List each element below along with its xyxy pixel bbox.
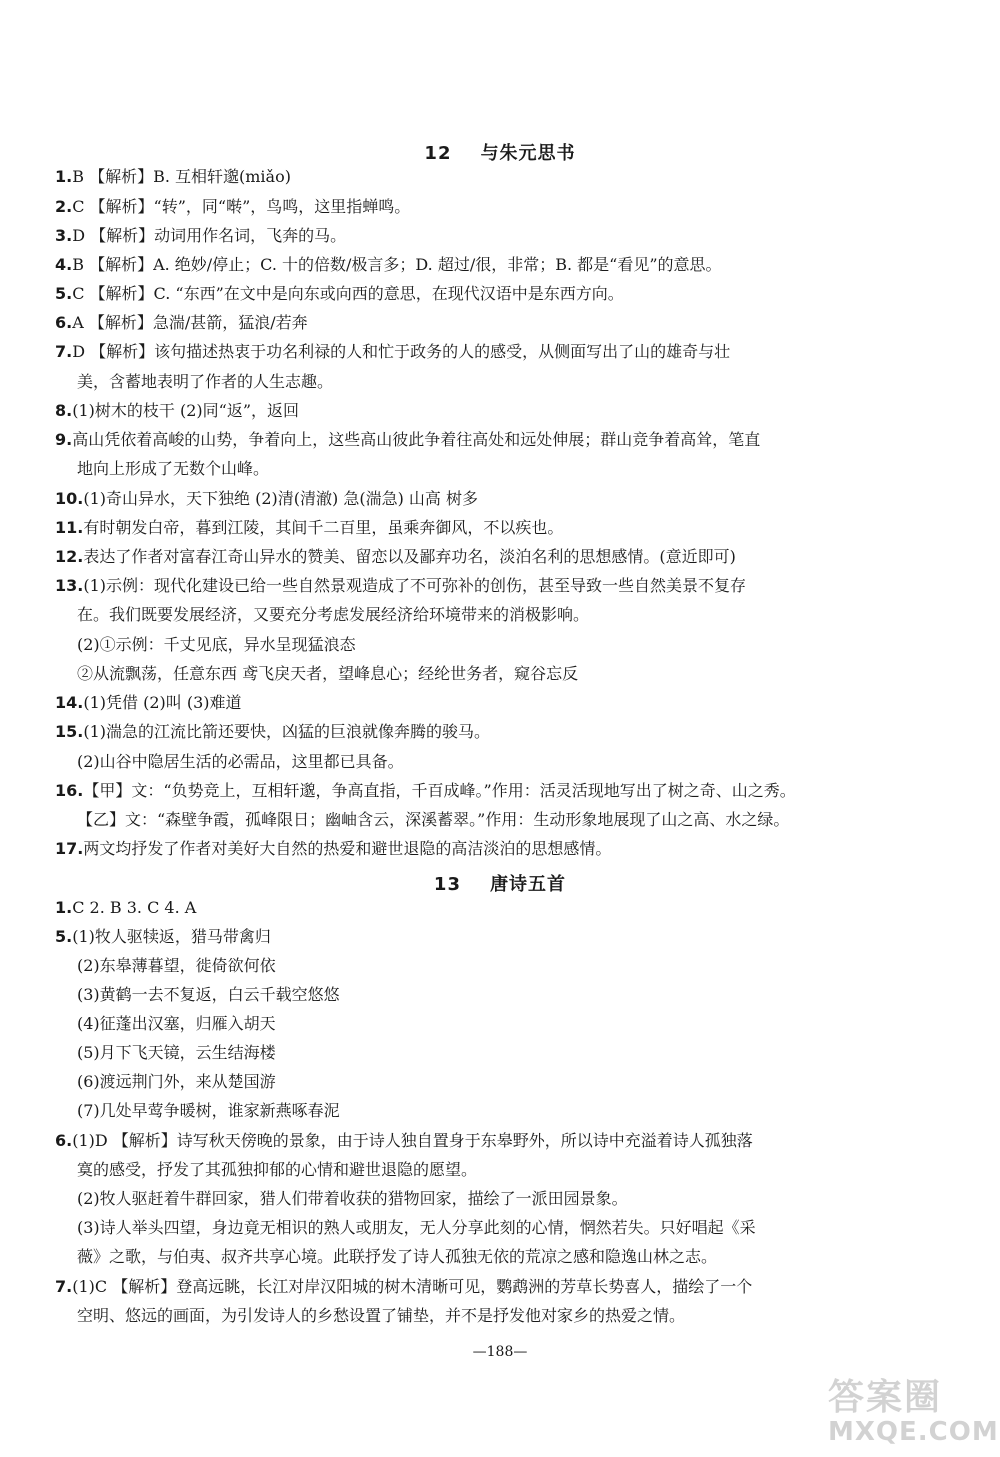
answer-line-continued: [77, 752, 977, 772]
answer-line: [55, 197, 955, 217]
answer-line: [55, 342, 955, 362]
answer-text: (2)①示例：千丈见底，异水呈现猛浪态: [77, 635, 356, 654]
answer-text: (4)征蓬出汉塞，归雁入胡天: [77, 1014, 276, 1033]
answer-line: [55, 313, 955, 333]
answer-text: D 【解析】该句描述热衷于功名利禄的人和忙于政务的人的感受，从侧面写出了山的雄奇与壮: [72, 342, 731, 361]
question-number: 1.: [55, 898, 73, 917]
answer-line: [55, 1131, 955, 1151]
answer-text: (7)几处早莺争暖树，谁家新燕啄春泥: [77, 1101, 340, 1120]
answer-line-continued: [77, 1072, 977, 1092]
answer-line-continued: [77, 1306, 977, 1326]
question-number: 1.: [55, 167, 73, 186]
question-number: 15.: [55, 722, 84, 741]
answer-text: (1)C 【解析】登高远眺，长江对岸汉阳城的树木清晰可见，鹦鹉洲的芳草长势喜人，描绘了一个: [72, 1277, 753, 1296]
answer-line-continued: [77, 1014, 977, 1034]
answer-text: (5)月下飞天镜，云生结海楼: [77, 1043, 276, 1062]
answer-line-continued: [77, 1247, 977, 1267]
question-number: 5.: [55, 284, 73, 303]
question-number: 11.: [55, 518, 84, 537]
answer-line: [55, 722, 955, 742]
answer-line-continued: [77, 1189, 977, 1209]
answer-text: 【甲】文：“负势竞上，互相轩邈，争高直指，千百成峰。”作用：活灵活现地写出了树之奇、山之秀。: [83, 781, 796, 800]
answer-text: (1)湍急的江流比箭还要快，凶猛的巨浪就像奔腾的骏马。: [83, 722, 491, 741]
section-title-12: [0, 139, 1000, 165]
answer-line: [55, 226, 955, 246]
question-number: 17.: [55, 839, 84, 858]
answer-text: (1)凭借 (2)叫 (3)难道: [83, 693, 242, 712]
answer-line-continued: [77, 372, 977, 392]
answer-text: (3)黄鹤一去不复返，白云千载空悠悠: [77, 985, 340, 1004]
answer-text: (2)牧人驱赶着牛群回家，猎人们带着收获的猎物回家，描绘了一派田园景象。: [77, 1189, 628, 1208]
answer-text: (1)奇山异水，天下独绝 (2)清(清澈) 急(湍急) 山高 树多: [83, 489, 478, 508]
answer-text: 表达了作者对富春江奇山异水的赞美、留恋以及鄙弃功名，淡泊名利的思想感情。(意近即可): [83, 547, 736, 566]
answer-line: [55, 255, 955, 275]
answer-text: 寞的感受，抒发了其孤独抑郁的心情和避世退隐的愿望。: [77, 1160, 478, 1179]
answer-line: [55, 898, 955, 918]
answer-line-continued: [77, 1160, 977, 1180]
watermark-en: MXQE.COM: [828, 1417, 999, 1447]
section-name: 唐诗五首: [490, 874, 567, 895]
section-name: 与朱元思书: [480, 143, 576, 164]
question-number: 14.: [55, 693, 84, 712]
answer-text: (1)D 【解析】诗写秋天傍晚的景象，由于诗人独自置身于东皋野外，所以诗中充溢着诗人孤独落: [72, 1131, 753, 1150]
watermark-logo: [828, 1377, 999, 1450]
answer-line-continued: [77, 1101, 977, 1121]
answer-text: (1)牧人驱犊返，猎马带禽归: [72, 927, 271, 946]
answer-text: A 【解析】急湍/甚箭，猛浪/若奔: [72, 313, 308, 332]
question-number: 12.: [55, 547, 84, 566]
answer-line-continued: [77, 459, 977, 479]
answer-text: 薇》之歌，与伯夷、叔齐共享心境。此联抒发了诗人孤独无依的荒凉之感和隐逸山林之志。: [77, 1247, 718, 1266]
answer-text: B 【解析】B. 互相轩邈(miǎo): [72, 167, 291, 186]
section-number: 13: [433, 874, 461, 895]
question-number: 3.: [55, 226, 73, 245]
answer-text: 地向上形成了无数个山峰。: [77, 459, 270, 478]
answer-text: 空明、悠远的画面，为引发诗人的乡愁设置了铺垫，并不是抒发他对家乡的热爱之情。: [77, 1306, 686, 1325]
question-number: 2.: [55, 197, 73, 216]
answer-text: D 【解析】动词用作名词，飞奔的马。: [72, 226, 347, 245]
question-number: 4.: [55, 255, 73, 274]
question-number: 13.: [55, 576, 84, 595]
answer-text: (1)树木的枝干 (2)同“返”，返回: [72, 401, 299, 420]
answer-line-continued: [77, 1218, 977, 1238]
answer-line: [55, 489, 955, 509]
answer-line: [55, 284, 955, 304]
answer-text: C 【解析】“转”，同“啭”，鸟鸣，这里指蝉鸣。: [72, 197, 411, 216]
answer-text: B 【解析】A. 绝妙/停止；C. 十的倍数/极言多；D. 超过/很，非常；B. 都是“看见”的意思。: [72, 255, 722, 274]
answer-line-continued: [77, 1043, 977, 1063]
question-number: 6.: [55, 1131, 73, 1150]
answer-text: (2)山谷中隐居生活的必需品，这里都已具备。: [77, 752, 404, 771]
answer-line: [55, 927, 955, 947]
question-number: 7.: [55, 1277, 73, 1296]
watermark-cn: 答案圈: [828, 1377, 943, 1418]
answer-line: [55, 167, 955, 187]
answer-line-continued: [77, 635, 977, 655]
answer-line: [55, 1277, 955, 1297]
answer-line-continued: [77, 985, 977, 1005]
question-number: 10.: [55, 489, 84, 508]
answer-text: C 【解析】C. “东西”在文中是向东或向西的意思，在现代汉语中是东西方向。: [72, 284, 624, 303]
answer-line: [55, 576, 955, 596]
answer-line-continued: [77, 810, 977, 830]
answer-line: [55, 430, 955, 450]
question-number: 7.: [55, 342, 73, 361]
answer-text: 【乙】文：“森壁争霞，孤峰限日；幽岫含云，深溪蓄翠。”作用：生动形象地展现了山之高、水之绿。: [77, 810, 790, 829]
answer-text: C 2. B 3. C 4. A: [72, 898, 197, 917]
answer-text: 有时朝发白帝，暮到江陵，其间千二百里，虽乘奔御风，不以疾也。: [83, 518, 564, 537]
section-number: 12: [424, 143, 452, 164]
answer-text: (2)东皋薄暮望，徙倚欲何依: [77, 956, 276, 975]
answer-text: (1)示例：现代化建设已给一些自然景观造成了不可弥补的创伤，甚至导致一些自然美景不复存: [83, 576, 747, 595]
question-number: 6.: [55, 313, 73, 332]
section-title-13: [0, 870, 1000, 896]
answer-line-continued: [77, 605, 977, 625]
page-number: —188—: [472, 1344, 528, 1360]
answer-line-continued: [77, 664, 977, 684]
answer-text: 美，含蓄地表明了作者的人生志趣。: [77, 372, 334, 391]
answer-text: 两文均抒发了作者对美好大自然的热爱和避世退隐的高洁淡泊的思想感情。: [83, 839, 612, 858]
answer-line: [55, 518, 955, 538]
question-number: 9.: [55, 430, 73, 449]
question-number: 16.: [55, 781, 84, 800]
question-number: 5.: [55, 927, 73, 946]
answer-text: 在。我们既要发展经济，又要充分考虑发展经济给环境带来的消极影响。: [77, 605, 590, 624]
answer-line: [55, 781, 955, 801]
answer-text: 高山凭依着高峻的山势，争着向上，这些高山彼此争着往高处和远处伸展；群山竞争着高耸，笔直: [72, 430, 761, 449]
answer-text: ②从流飘荡，任意东西 鸢飞戾天者，望峰息心；经纶世务者，窥谷忘反: [77, 664, 579, 683]
question-number: 8.: [55, 401, 73, 420]
answer-line: [55, 693, 955, 713]
answer-text: (6)渡远荆门外，来从楚国游: [77, 1072, 276, 1091]
answer-line: [55, 839, 955, 859]
answer-line-continued: [77, 956, 977, 976]
answer-line: [55, 401, 955, 421]
answer-line: [55, 547, 955, 567]
answer-text: (3)诗人举头四望，身边竟无相识的熟人或朋友，无人分享此刻的心情，惘然若失。只好唱起《采: [77, 1218, 756, 1237]
